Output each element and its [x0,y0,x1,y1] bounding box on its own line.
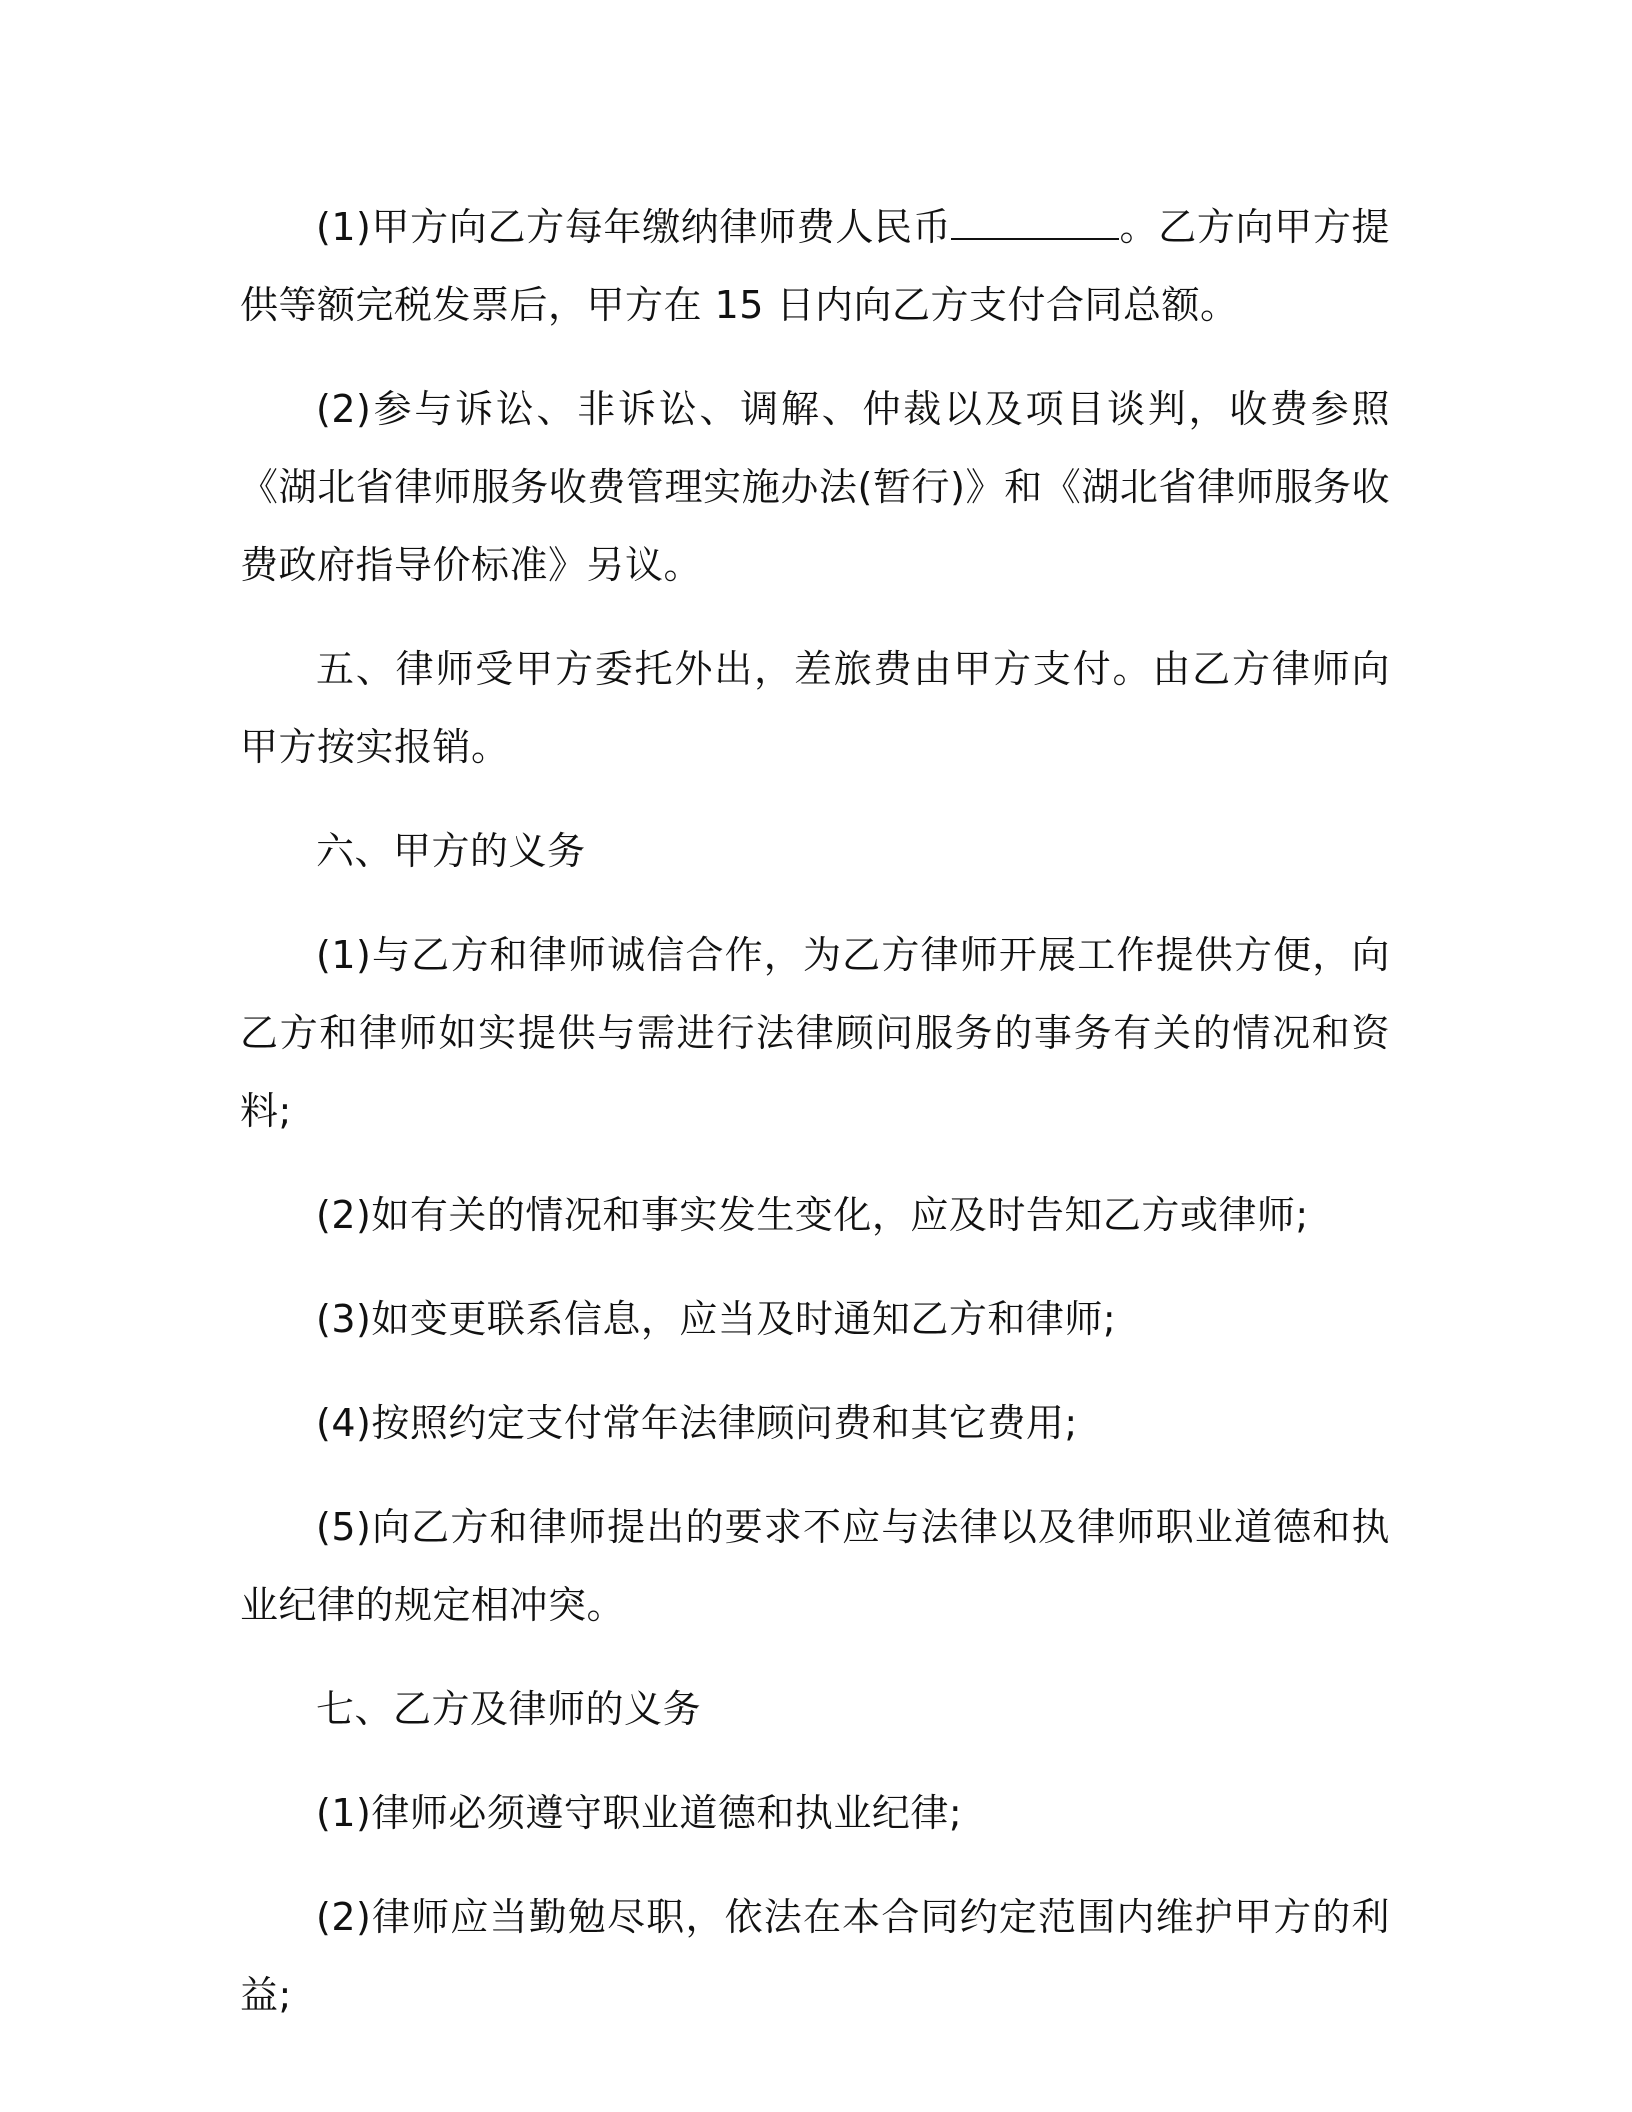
paragraph-duty-b-1: (1)律师必须遵守职业道德和执业纪律; [316,1791,963,1835]
fee-1-tail-text: 。乙方向甲方提供等额完税发票后，甲方在 15 日内向乙方支付合同总额。 [240,205,1390,327]
fee-amount-blank [951,194,1119,240]
document-page [240,188,1390,2060]
fee-1-lead-text: (1)甲方向乙方每年缴纳律师费人民币 [316,205,952,249]
paragraph-duty-a-5: (5)向乙方和律师提出的要求不应与法律以及律师职业道德和执业纪律的规定相冲突。 [240,1505,1390,1627]
paragraph-duty-a-1: (1)与乙方和律师诚信合作，为乙方律师开展工作提供方便，向乙方和律师如实提供与需进行法律顾问服务的事务有关的情况和资料; [240,933,1390,1133]
paragraph-fee-2: (2)参与诉讼、非诉讼、调解、仲裁以及项目谈判，收费参照《湖北省律师服务收费管理实施办法(暂行)》和《湖北省律师服务收费政府指导价标准》另议。 [240,387,1390,587]
paragraph-duty-a-3: (3)如变更联系信息，应当及时通知乙方和律师; [316,1297,1117,1341]
paragraph-duty-a-2: (2)如有关的情况和事实发生变化，应及时告知乙方或律师; [316,1193,1309,1237]
heading-section-6: 六、甲方的义务 [316,829,586,873]
paragraph-section-5: 五、律师受甲方委托外出，差旅费由甲方支付。由乙方律师向甲方按实报销。 [240,647,1390,769]
heading-section-7: 七、乙方及律师的义务 [316,1687,702,1731]
paragraph-duty-b-2: (2)律师应当勤勉尽职，依法在本合同约定范围内维护甲方的利益; [240,1895,1390,2017]
paragraph-duty-a-4: (4)按照约定支付常年法律顾问费和其它费用; [316,1401,1078,1445]
paragraph-fee-1 [240,188,1390,344]
